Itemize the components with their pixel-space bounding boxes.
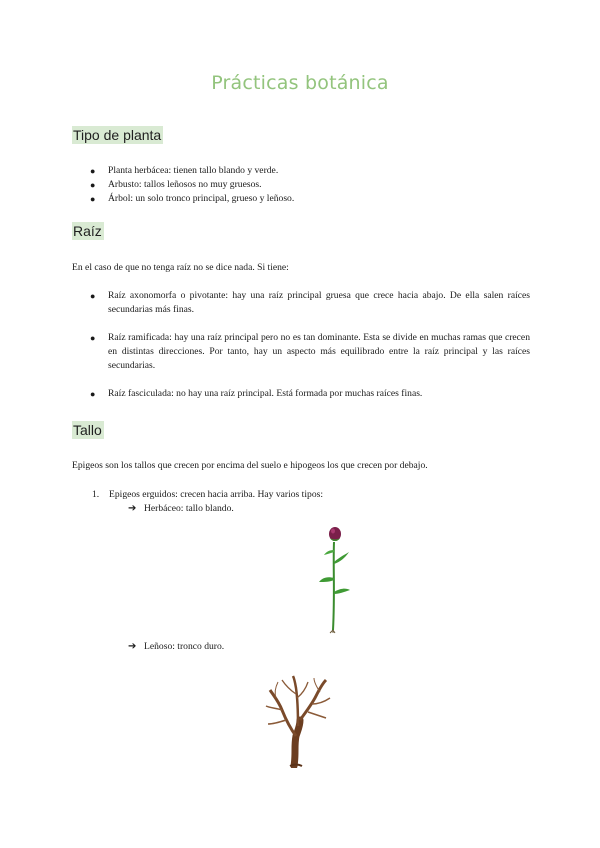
list-number: 1. (92, 489, 100, 500)
page-title: Prácticas botánica (211, 72, 389, 94)
sub-item-herbaceo (128, 502, 234, 516)
tipo-planta-list (90, 164, 530, 206)
bullet-icon: ● (90, 333, 96, 343)
bullet-icon: ● (90, 194, 96, 204)
list-item: ● Arbusto: tallos leñosos no muy gruesos. (90, 179, 262, 190)
tallo-intro: Epigeos son los tallos que crecen por encima del suelo e hipogeos los que crecen por debajo. (72, 460, 428, 471)
list-item: ● Raíz axonomorfa o pivotante: hay una raíz principal gruesa que crece hacia abajo. De ella salen raíces secundarias más finas. (90, 290, 530, 315)
bullet-icon: ● (90, 291, 96, 301)
bullet-icon: ● (90, 166, 96, 176)
herbaceous-stem-flower-image (316, 522, 356, 634)
bullet-icon: ● (90, 180, 96, 190)
sub-item-text: Herbáceo: tallo blando. (144, 503, 234, 514)
heading-raiz: Raíz (73, 223, 102, 239)
heading-tipo-planta: Tipo de planta (73, 127, 162, 143)
sub-item-lenoso (128, 640, 224, 654)
tree-icon (264, 674, 334, 768)
sub-item-text: Leñoso: tronco duro. (144, 641, 225, 652)
raiz-list (90, 289, 530, 415)
heading-tallo: Tallo (73, 422, 102, 438)
list-item: ● Árbol: un solo tronco principal, grueso y leñoso. (90, 193, 295, 204)
list-item: ● Raíz fasciculada: no hay una raíz principal. Está formada por muchas raíces finas. (90, 388, 423, 399)
raiz-intro: En el caso de que no tenga raíz no se dice nada. Si tiene: (72, 262, 289, 273)
flower-icon (316, 522, 356, 634)
numbered-item (92, 488, 323, 502)
woody-tree-image (264, 674, 334, 768)
arrow-right-icon: ➔ (128, 503, 137, 514)
bullet-icon: ● (90, 389, 96, 399)
arrow-right-icon: ➔ (128, 641, 137, 652)
numbered-item-text: Epigeos erguidos: crecen hacia arriba. Hay varios tipos: (109, 489, 324, 500)
list-item: ● Raíz ramificada: hay una raíz principal pero no es tan dominante. Esta se divide en muchas ramas que crecen en distintas direcciones. Por tanto, hay un aspecto más equilibrado entre la raíz principal y las raíces secundarias. (90, 332, 530, 371)
list-item: ● Planta herbácea: tienen tallo blando y verde. (90, 165, 279, 176)
